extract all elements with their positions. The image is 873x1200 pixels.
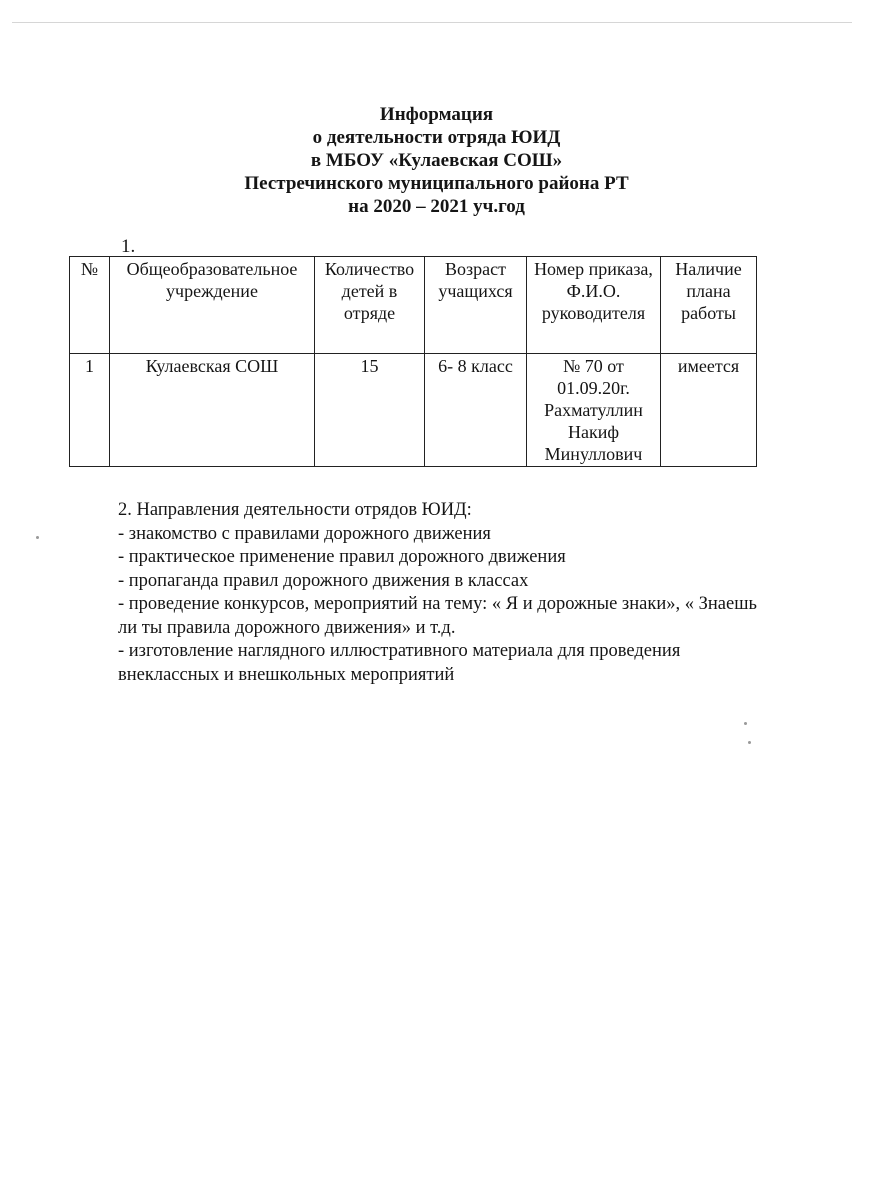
list-item: - проведение конкурсов, мероприятий на тему: « Я и дорожные знаки», « Знаешь ли ты правила дорожного движения» и т.д. bbox=[118, 594, 757, 638]
scan-speck bbox=[744, 722, 747, 725]
header-subtitle: о деятельности отряда ЮИД bbox=[312, 127, 561, 148]
header-title: Информация bbox=[379, 104, 494, 125]
list-item: - изготовление наглядного иллюстративного материала для проведения внеклассных и внешкольных мероприятий bbox=[118, 641, 681, 685]
header-year: на 2020 – 2021 уч.год bbox=[348, 196, 525, 217]
cell-number: 1 bbox=[70, 354, 110, 467]
col-header-number: № bbox=[70, 257, 110, 354]
document-header bbox=[0, 103, 873, 218]
list-item: - пропаганда правил дорожного движения в классах bbox=[118, 570, 529, 591]
list-item: - знакомство с правилами дорожного движения bbox=[118, 523, 491, 544]
list-item: - практическое применение правил дорожного движения bbox=[118, 547, 566, 567]
col-header-count: Количество детей в отряде bbox=[315, 257, 425, 354]
header-school: в МБОУ «Кулаевская СОШ» bbox=[310, 150, 563, 171]
cell-order: № 70 от 01.09.20г. Рахматуллин Накиф Минуллович bbox=[527, 354, 661, 467]
header-district: Пестречинского муниципального района РТ bbox=[244, 173, 629, 194]
scan-speck bbox=[748, 741, 751, 744]
cell-institution: Кулаевская СОШ bbox=[110, 354, 315, 467]
section-2-title: 2. Направления деятельности отрядов ЮИД: bbox=[118, 500, 472, 520]
col-header-institution: Общеобразовательное учреждение bbox=[110, 257, 315, 354]
col-header-plan: Наличие плана работы bbox=[661, 257, 757, 354]
col-header-order: Номер приказа, Ф.И.О. руководителя bbox=[527, 257, 661, 354]
cell-age: 6- 8 класс bbox=[425, 354, 527, 467]
scan-edge-line bbox=[12, 22, 852, 23]
cell-plan: имеется bbox=[661, 354, 757, 467]
table-row bbox=[70, 354, 757, 467]
table-header-row bbox=[70, 257, 757, 354]
section-1-number: 1. bbox=[121, 236, 136, 257]
info-table bbox=[69, 256, 757, 467]
col-header-age: Возраст учащихся bbox=[425, 257, 527, 354]
cell-count: 15 bbox=[315, 354, 425, 467]
directions-list bbox=[118, 523, 768, 688]
scan-speck bbox=[36, 536, 39, 539]
section-2 bbox=[118, 499, 768, 687]
